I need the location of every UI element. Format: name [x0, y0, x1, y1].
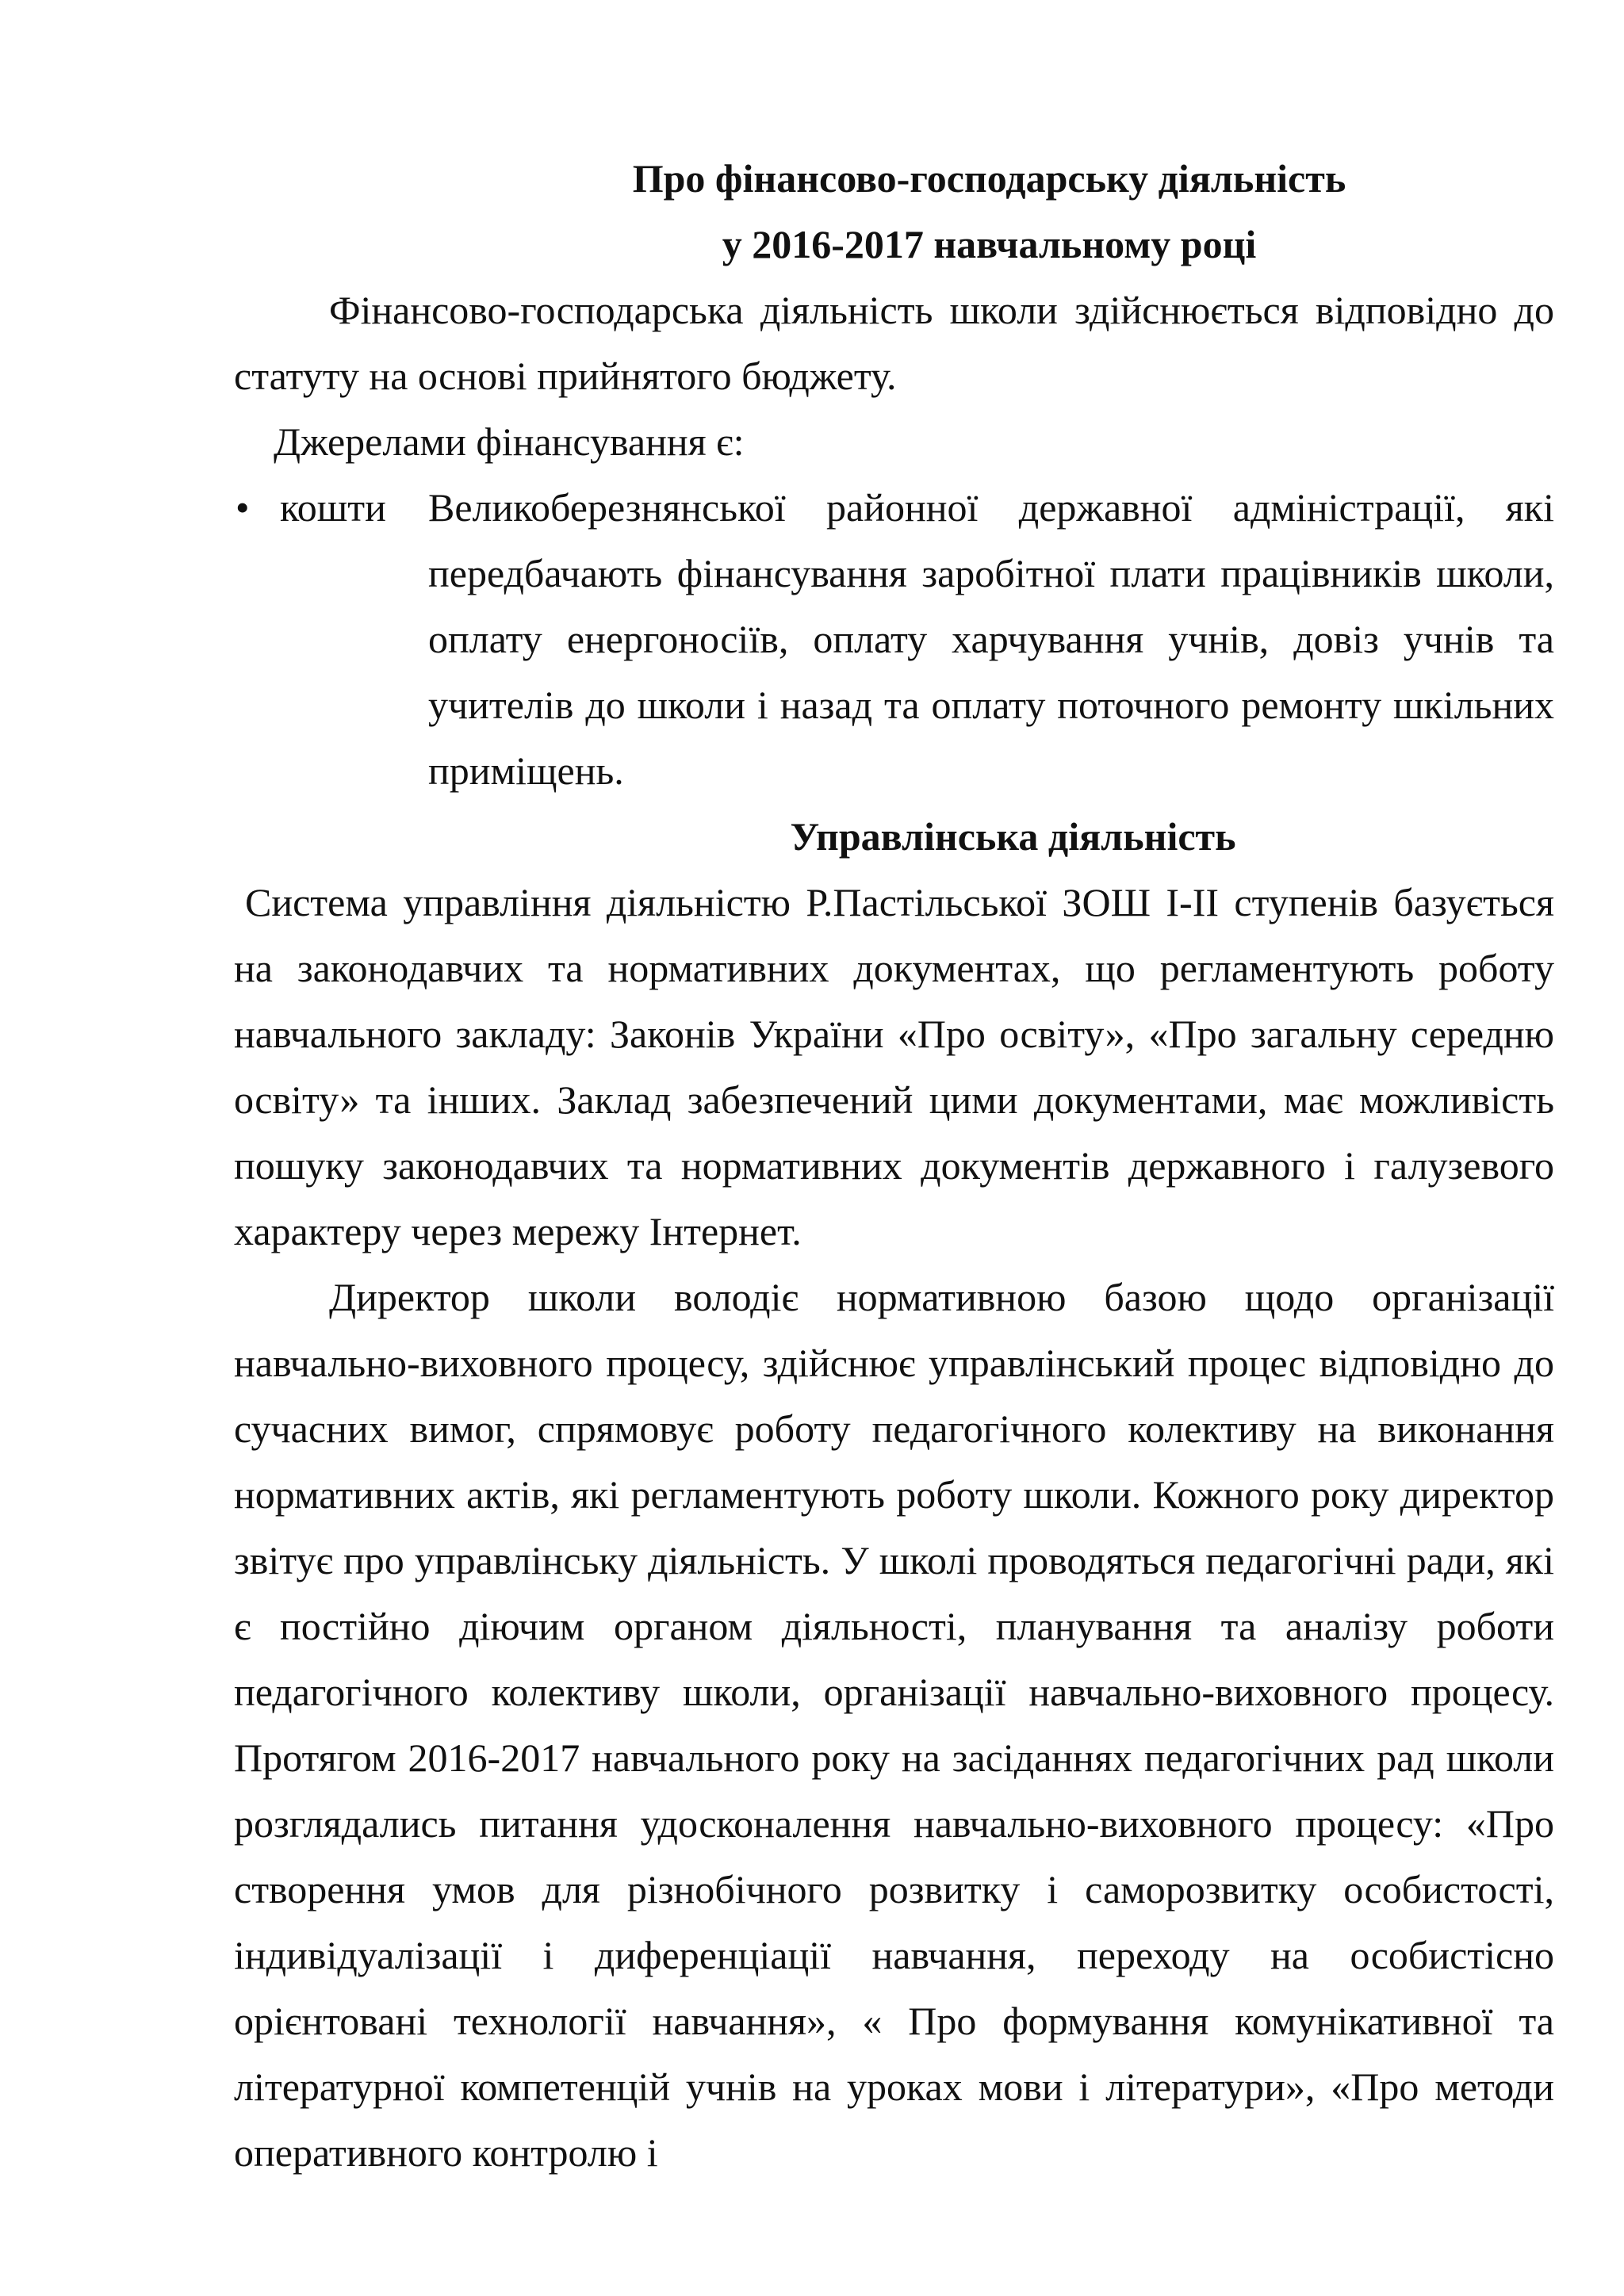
document-title-line-1: Про фінансово-господарську діяльність — [632, 156, 1346, 201]
sources-heading: Джерелами фінансування є: — [274, 419, 745, 464]
list-item — [234, 475, 1554, 804]
section-title-management: Управлінська діяльність — [790, 814, 1236, 859]
finance-paragraph: Фінансово-господарська діяльність школи здійснюється відповідно до статуту на основі прийнятого бюджету. — [234, 288, 1554, 398]
funding-sources-list — [234, 475, 1554, 804]
document-title-line-2: у 2016-2017 навчальному році — [722, 222, 1257, 266]
management-paragraph: Система управління діяльністю Р.Пастільської ЗОШ І-ІІ ступенів базується на законодавчих та нормативних документах, що регламентують роботу навчального закладу: Законів України «Про освіту», «Про загальну середню освіту» та інших. Заклад забезпечений цими документами, має можливість пошуку законодавчих та нормативних документів державного і галузевого характеру через мережу Інтернет. — [234, 880, 1554, 1253]
document-body — [234, 146, 1554, 2186]
bullet-lead-word: кошти — [280, 485, 386, 530]
bullet-text: Великоберезнянської районної державної адміністрації, які передбачають фінансування заробітної плати працівників школи, оплату енергоносіїв, оплату харчування учнів, довіз учнів та учителів до школи і назад та оплату поточного ремонту шкільних приміщень. — [428, 485, 1554, 793]
bullet-marker: • — [236, 485, 250, 530]
director-paragraph: Директор школи володіє нормативною базою щодо організації навчально-виховного процесу, здійснює управлінський процес відповідно до сучасних вимог, спрямовує роботу педагогічного колективу на виконання нормативних актів, які регламентують роботу школи. Кожного року директор звітує про управлінську діяльність. У школі проводяться педагогічні ради, які є постійно діючим органом діяльності, планування та аналізу роботи педагогічного колективу школи, організації навчально-виховного процесу. Протягом 2016-2017 навчального року на засіданнях педагогічних рад школи розглядались питання удосконалення навчально-виховного процесу: «Про створення умов для різнобічного розвитку і саморозвитку особистості, індивідуалізації і диференціації навчання, переходу на особистісно орієнтовані технології навчання», « Про формування комунікативної та літературної компетенцій учнів на уроках мови і літератури», «Про методи оперативного контролю і — [234, 1275, 1554, 2175]
